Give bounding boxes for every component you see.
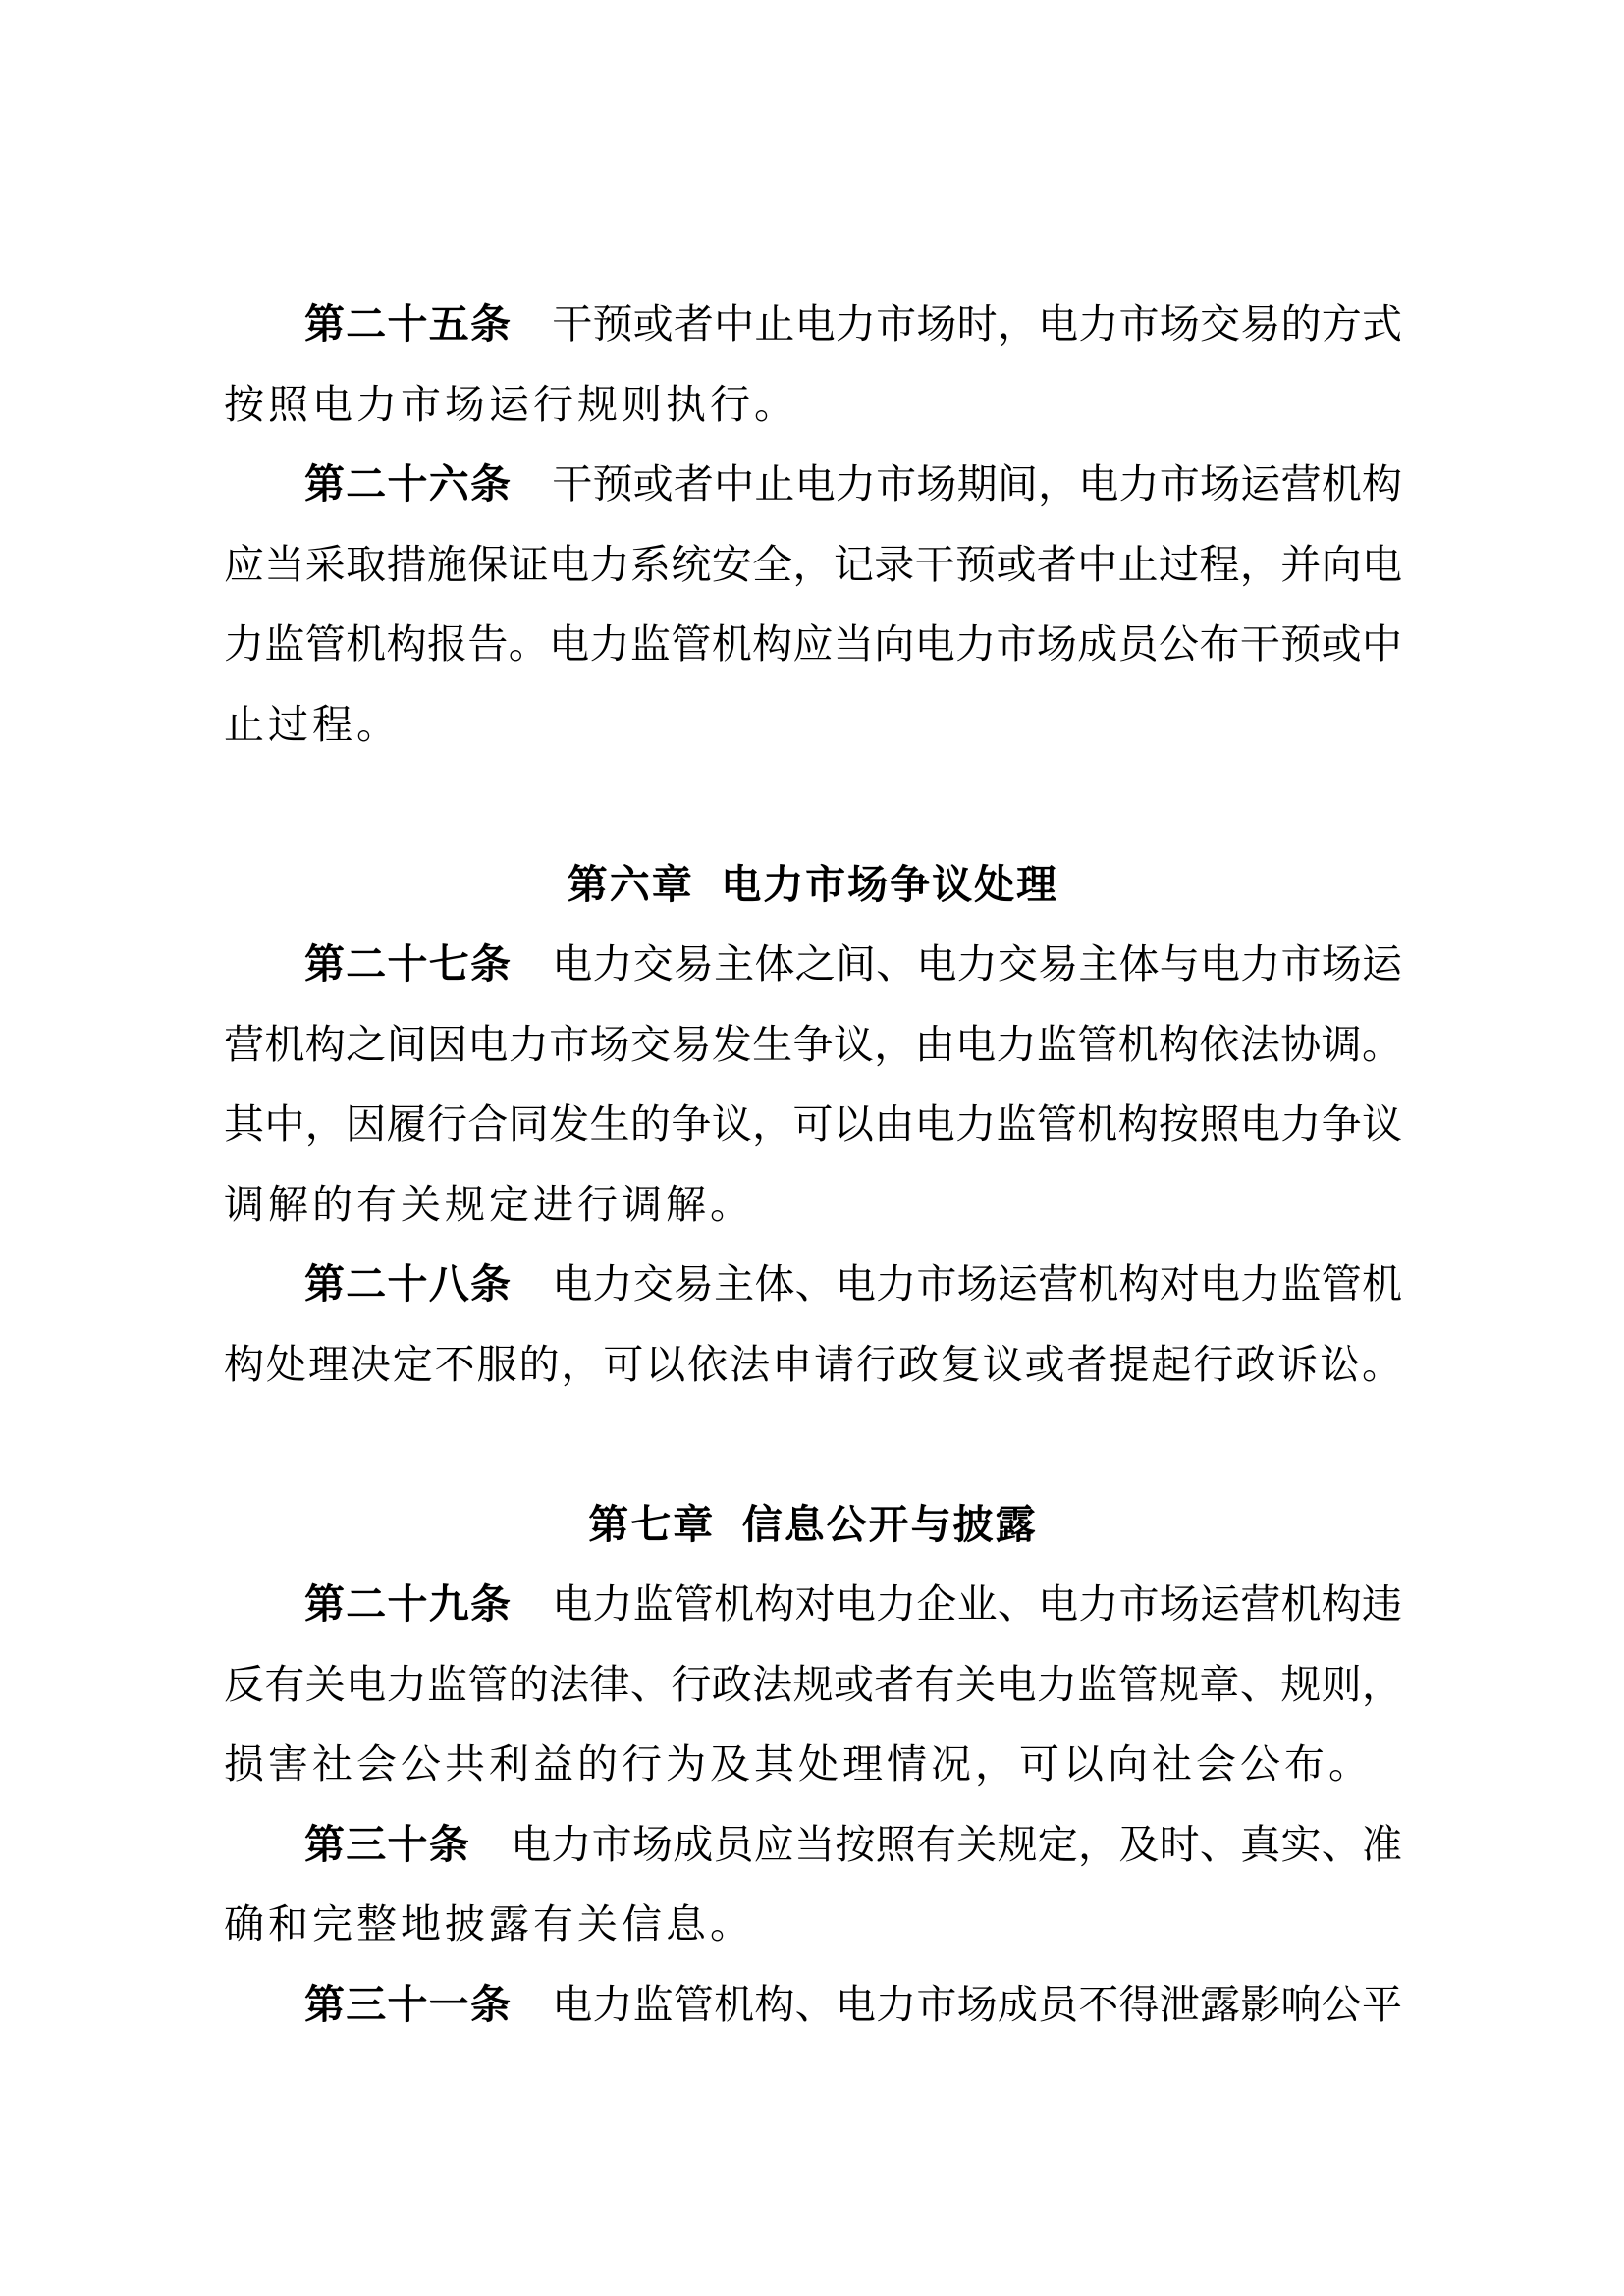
text-line [224,365,1402,446]
text-line [224,605,1402,685]
text-line [224,685,1402,766]
text-line [224,1245,1402,1325]
article-number-label: 第二十八条 [304,1261,513,1307]
body-text: 其中，因履行合同发生的争议，可以由电力监管机构按照电力争议 [224,1101,1402,1147]
chapter-heading: 第七章 信息公开与披露 [588,1501,1038,1547]
body-text: 确和完整地披露有关信息。 [224,1901,754,1947]
body-text: 营机构之间因电力市场交易发生争议，由电力监管机构依法协调。 [224,1021,1402,1067]
article-number-label: 第二十五条 [304,301,513,347]
text-line [224,445,1402,525]
body-text: 调解的有关规定进行调解。 [224,1181,754,1227]
article-number-label: 第二十七条 [304,941,513,987]
text-line [224,525,1402,606]
text-line [224,1165,1402,1246]
text-line [224,1885,1402,1965]
body-text: 反有关电力监管的法律、行政法规或者有关电力监管规章、规则， [224,1661,1402,1707]
body-text: 构处理决定不服的，可以依法申请行政复议或者提起行政诉讼。 [224,1341,1402,1387]
body-text: 损害社会公共利益的行为及其处理情况，可以向社会公布。 [224,1741,1373,1787]
text-line [224,1965,1402,2046]
article-number-label: 第二十六条 [304,461,513,507]
body-text: 应当采取措施保证电力系统安全，记录干预或者中止过程，并向电 [224,541,1402,587]
chapter-heading: 第六章 电力市场争议处理 [567,861,1059,907]
article-number-label: 第三十条 [304,1821,471,1867]
body-text: 电力监管机构、电力市场成员不得泄露影响公平 [552,1981,1403,2027]
text-line [224,1565,1402,1645]
blank-line [224,765,1402,845]
text-line [224,1805,1402,1886]
body-text: 按照电力市场运行规则执行。 [224,381,798,427]
text-line [224,285,1402,365]
document-body [224,285,1402,2045]
body-text: 电力交易主体之间、电力交易主体与电力市场运 [552,941,1403,987]
text-line [224,925,1402,1005]
body-text: 电力监管机构对电力企业、电力市场运营机构违 [552,1581,1403,1627]
article-number-label: 第二十九条 [304,1581,513,1627]
body-text: 力监管机构报告。电力监管机构应当向电力市场成员公布干预或中 [224,621,1402,667]
body-text: 电力交易主体、电力市场运营机构对电力监管机 [552,1261,1403,1307]
body-text: 电力市场成员应当按照有关规定，及时、真实、准 [511,1821,1403,1867]
text-line [224,1725,1402,1805]
body-text: 干预或者中止电力市场期间，电力市场运营机构 [552,461,1403,507]
text-line [224,1085,1402,1165]
text-line [224,1005,1402,1086]
text-line [224,1325,1402,1406]
text-line [224,1645,1402,1726]
body-text: 干预或者中止电力市场时，电力市场交易的方式 [552,301,1403,347]
body-text: 止过程。 [224,701,401,747]
blank-line [224,1405,1402,1485]
article-number-label: 第三十一条 [304,1981,513,2027]
